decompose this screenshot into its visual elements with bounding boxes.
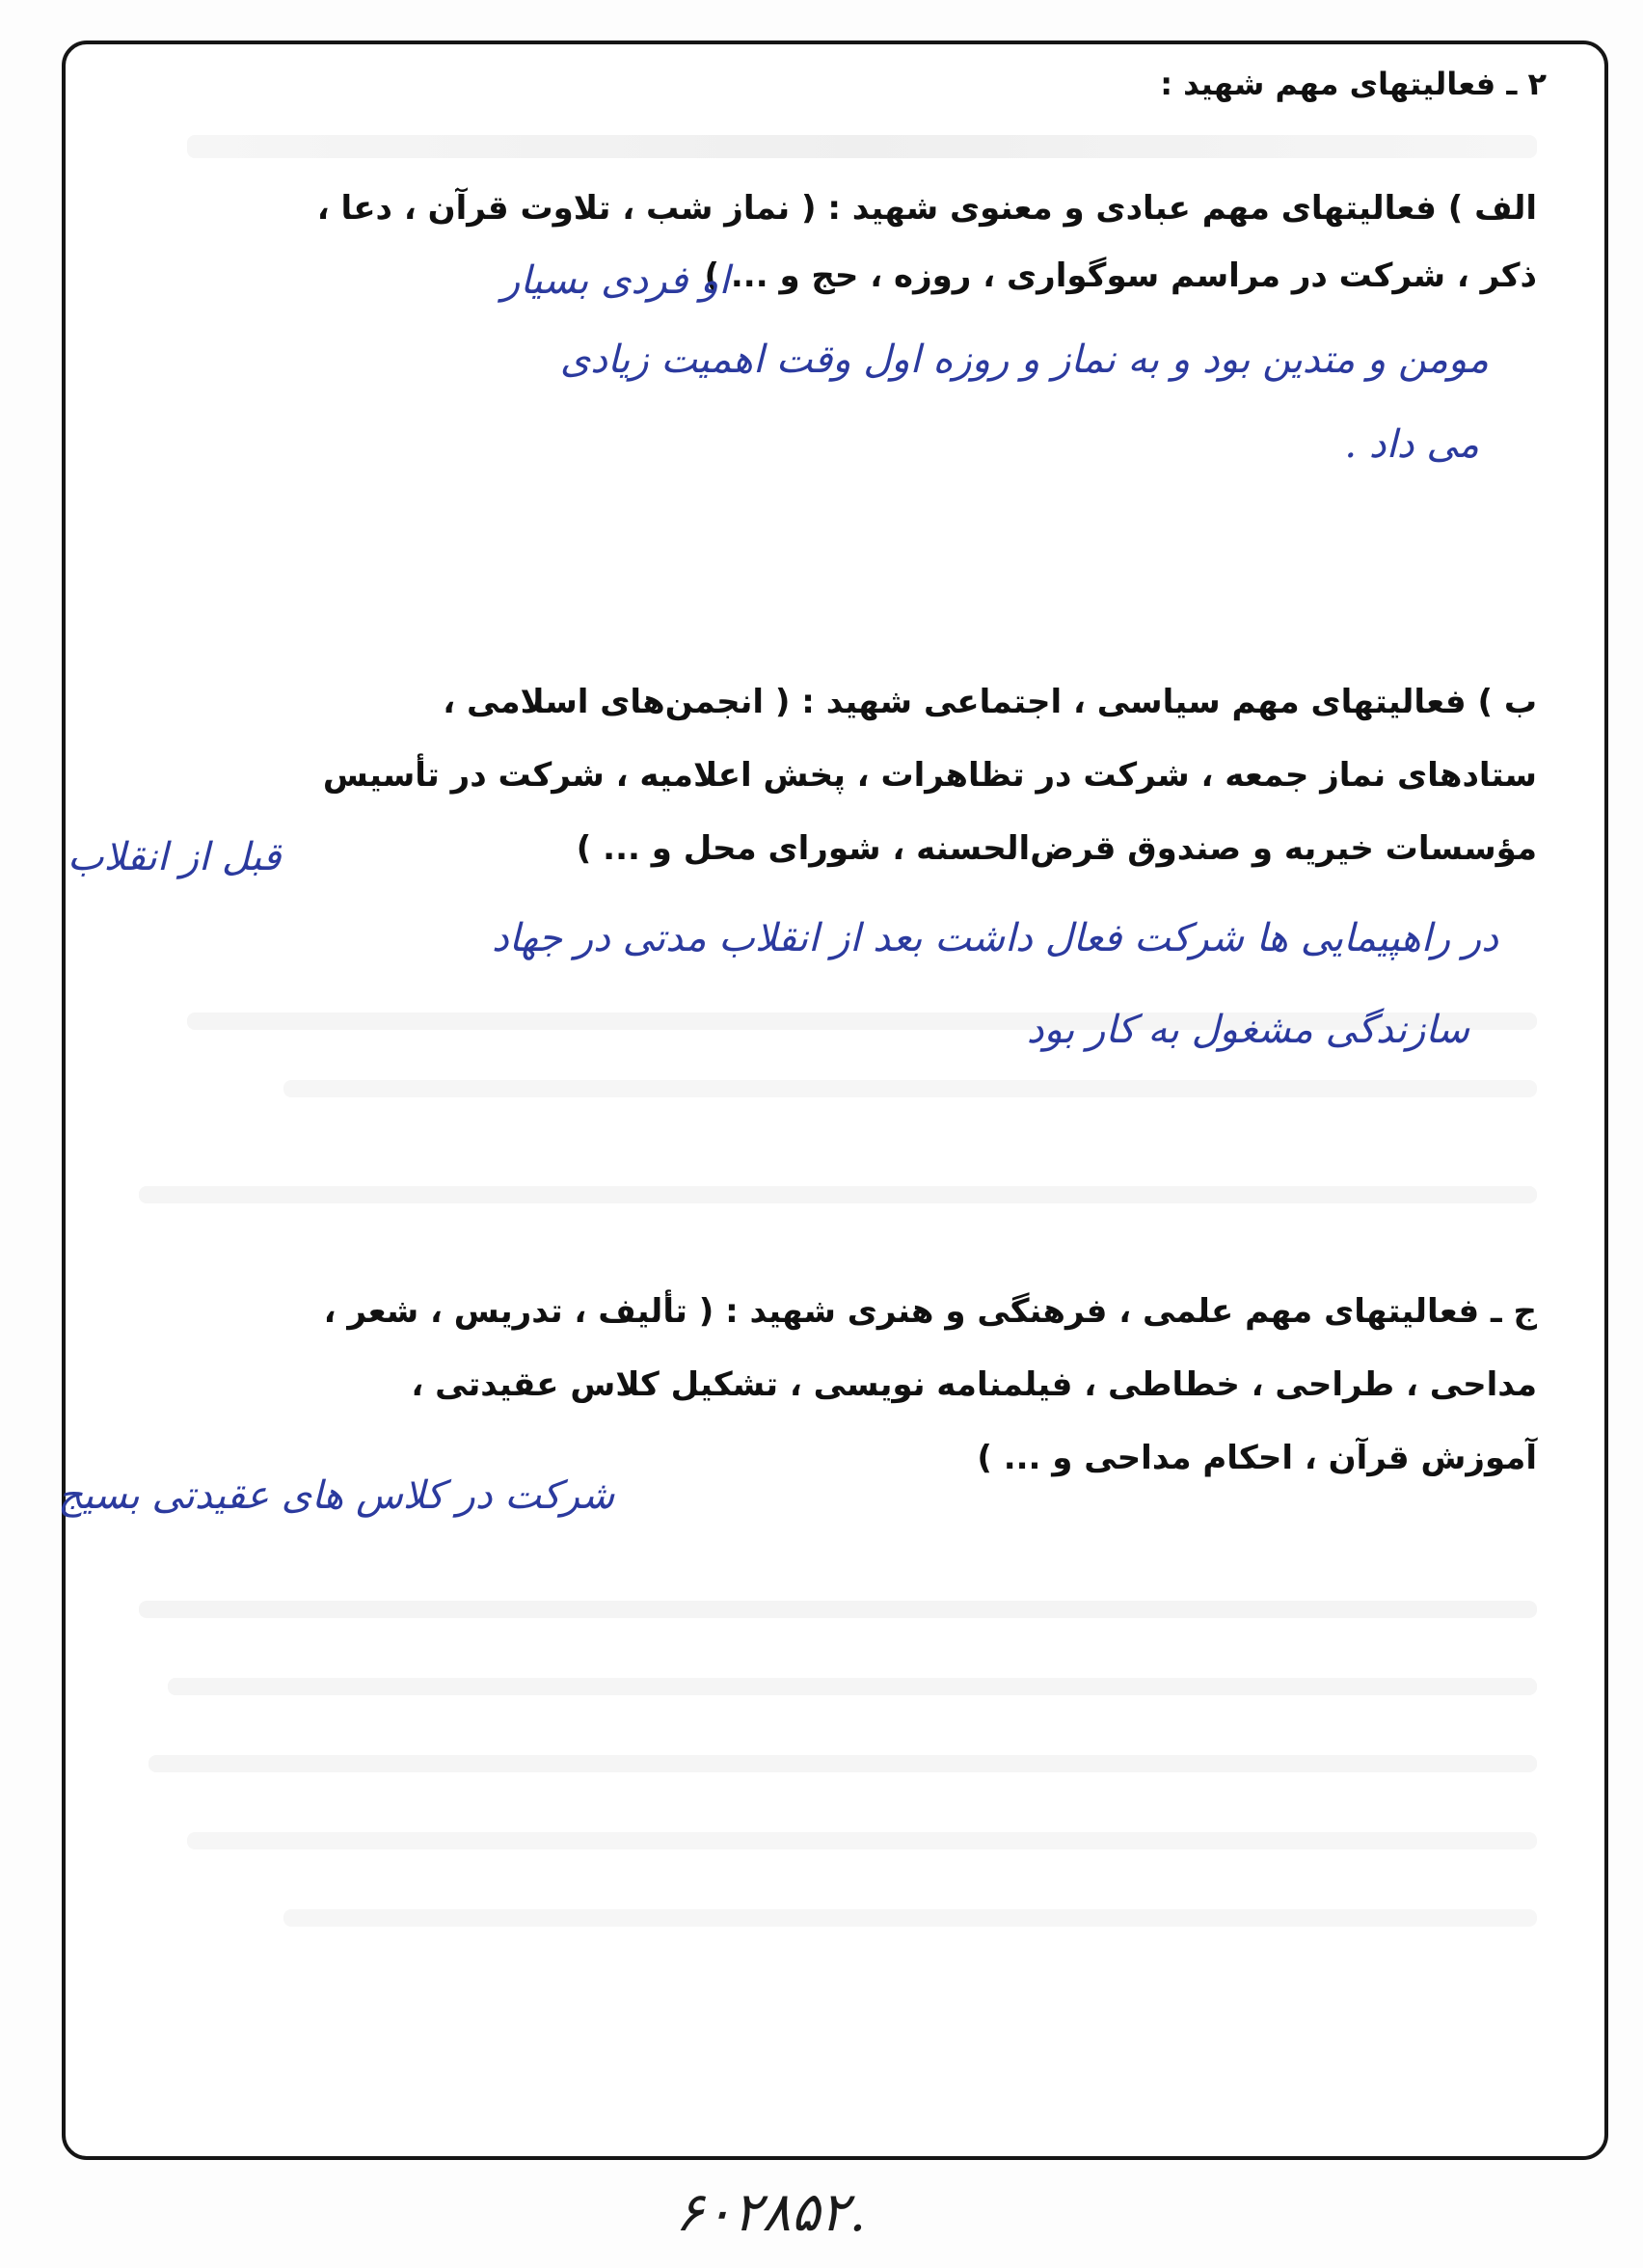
section-b-line-2: ستادهای نماز جمعه ، شرکت در تظاهرات ، پخش اعلامیه ، شرکت در تأسیس — [322, 756, 1537, 795]
section-c-line-2: مداحی ، طراحی ، خطاطی ، فیلمنامه نویسی ، تشکیل کلاس عقیدتی ، — [411, 1365, 1537, 1404]
bleed-through-mark — [139, 1601, 1537, 1618]
section-a-line-1: الف ) فعالیتهای مهم عبادی و معنوی شهید : ( نماز شب ، تلاوت قرآن ، دعا ، — [316, 189, 1537, 228]
section-a-handwriting-2: مومن و متدین بود و به نماز و روزه اول وقت اهمیت زیادی — [559, 338, 1489, 382]
section-b-handwriting-2: در راهپیمایی ها شرکت فعال داشت بعد از انقلاب مدتی در جهاد — [491, 916, 1498, 960]
footer-handwritten-number: ۶۰۲۸۵۲. — [675, 2181, 867, 2244]
section-b-line-1: ب ) فعالیتهای مهم سیاسی ، اجتماعی شهید : ( انجمن‌های اسلامی ، — [443, 683, 1537, 721]
bleed-through-mark — [187, 135, 1537, 158]
section-c-line-1: ج ـ فعالیتهای مهم علمی ، فرهنگی و هنری شهید : ( تألیف ، تدریس ، شعر ، — [323, 1292, 1537, 1331]
section-a-line-2: ذکر ، شرکت در مراسم سوگواری ، روزه ، حج و ... ) — [704, 256, 1537, 295]
bleed-through-mark — [139, 1186, 1537, 1203]
section-c-handwriting-1: شرکت در کلاس های عقیدتی بسیج — [58, 1473, 615, 1518]
bleed-through-mark — [148, 1755, 1537, 1772]
section-b-line-3: مؤسسات خیریه و صندوق قرض‌الحسنه ، شورای محل و ... ) — [576, 829, 1537, 868]
section-heading: ۲ ـ فعالیتهای مهم شهید : — [1160, 66, 1547, 102]
bleed-through-mark — [168, 1678, 1537, 1695]
bleed-through-mark — [283, 1909, 1537, 1927]
section-b-handwriting-1: قبل از انقلاب — [67, 835, 282, 879]
section-c-line-3: آموزش قرآن ، احکام مداحی و ... ) — [977, 1439, 1537, 1477]
section-b-handwriting-3: سازندگی مشغول به کار بود — [1026, 1008, 1469, 1052]
bleed-through-mark — [187, 1832, 1537, 1850]
section-a-handwriting-3: می داد . — [1344, 422, 1479, 467]
section-a-handwriting-1: او فردی بسیار — [501, 258, 730, 303]
bleed-through-mark — [283, 1080, 1537, 1097]
